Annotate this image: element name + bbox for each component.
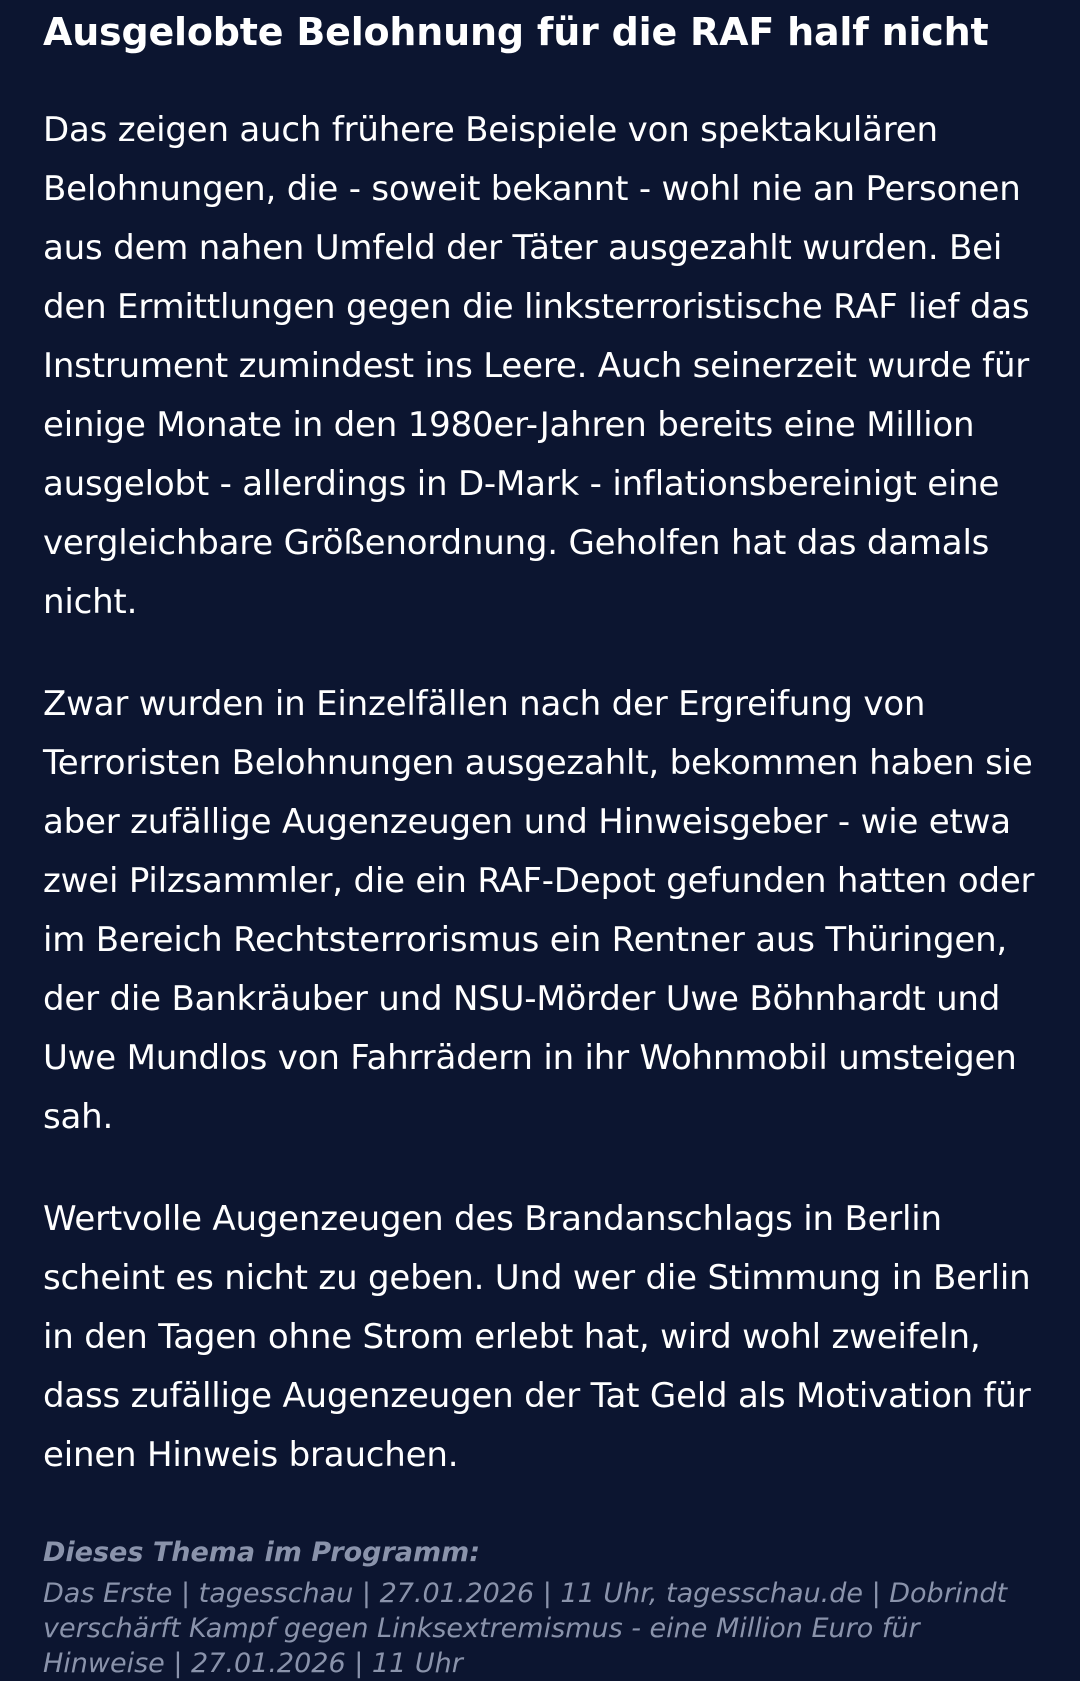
article-paragraph: Zwar wurden in Einzelfällen nach der Ergreifung von Terroristen Belohnungen ausgezahlt, bekommen haben sie aber zufällige Augenzeugen und Hinweisgeber - wie etwa zwei Pilzsammler, die ein RAF-Depot gefunden hatten oder im Bereich Rechtsterrorismus ein Rentner aus Thüringen, der die Bankräuber und NSU-Mörder Uwe Böhnhardt und Uwe Mundlos von Fahrrädern in ihr Wohnmobil umsteigen sah. [43, 684, 1035, 1137]
program-info [43, 1534, 1038, 1681]
section-heading: Ausgelobte Belohnung für die RAF half nicht [43, 10, 989, 54]
program-info-text: Das Erste | tagesschau | 27.01.2026 | 11 Uhr, tagesschau.de | Dobrindt verschärft Kampf gegen Linksextremismus - eine Million Euro für Hinweise | 27.01.2026 | 11 Uhr [43, 1578, 1008, 1679]
article-paragraph: Wertvolle Augenzeugen des Brandanschlags in Berlin scheint es nicht zu geben. Und wer die Stimmung in Berlin in den Tagen ohne Strom erlebt hat, wird wohl zweifeln, dass zufällige Augenzeugen der Tat Geld als Motivation für einen Hinweis brauchen. [43, 1199, 1031, 1475]
article-paragraph: Das zeigen auch frühere Beispiele von spektakulären Belohnungen, die - soweit bekannt - wohl nie an Personen aus dem nahen Umfeld der Täter ausgezahlt wurden. Bei den Ermittlungen gegen die linksterroristische RAF lief das Instrument zumindest ins Leere. Auch seinerzeit wurde für einige Monate in den 1980er-Jahren bereits eine Million ausgelobt - allerdings in D-Mark - inflationsbereinigt eine vergleichbare Größenordnung. Geholfen hat das damals nicht. [43, 110, 1030, 622]
program-info-heading: Dieses Thema im Programm: [43, 1537, 481, 1568]
